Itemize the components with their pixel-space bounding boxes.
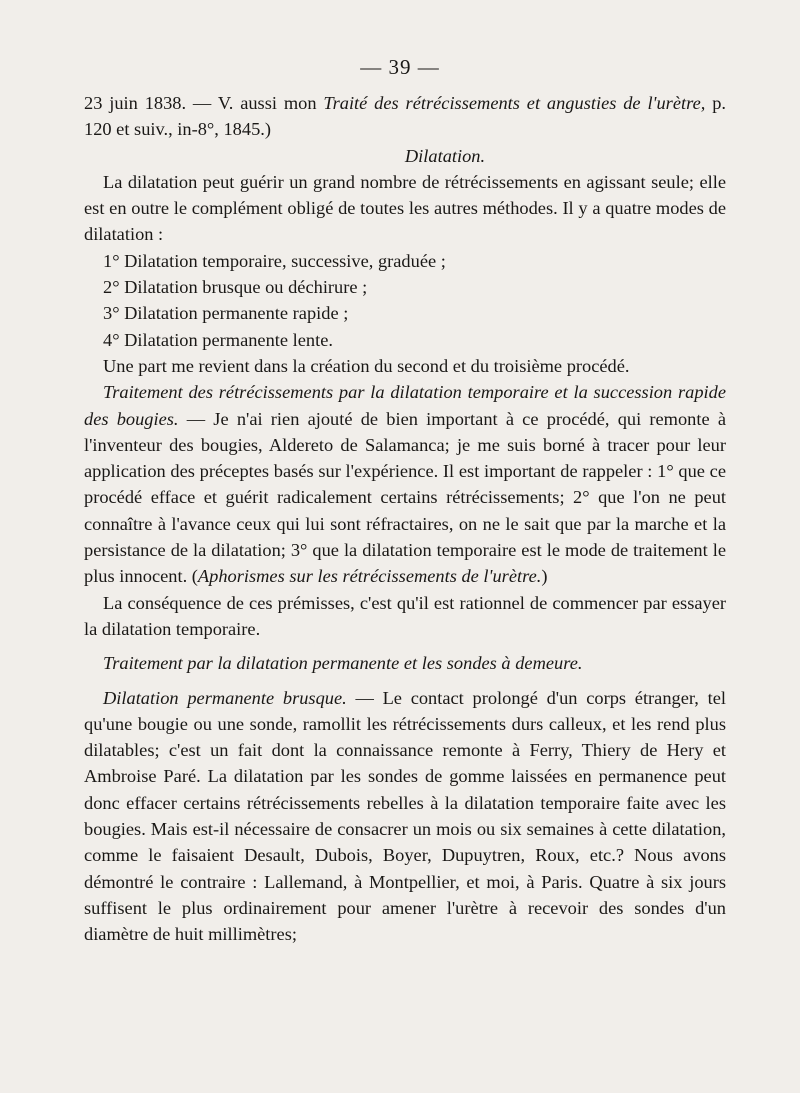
spacer bbox=[84, 642, 726, 650]
mode-item-3: 3° Dilatation permanente rapide ; bbox=[103, 303, 349, 324]
temporary-dilatation-close: ) bbox=[541, 566, 548, 587]
aphorismes-reference: Aphorismes sur les rétrécissements de l'urètre. bbox=[197, 566, 542, 587]
spacer bbox=[84, 677, 726, 685]
temporary-dilatation-text: — Je n'ai rien ajouté de bien important à ce procédé, qui remonte à l'inventeur des bougies, Aldereto de Salamanca; je me suis borné à tracer pour leur application des préceptes basés sur l'expérience. Il est important de rappeler : 1° que ce procédé efface et guérit radicalement certains rétrécissements; 2° que l'on ne peut connaître à l'avance ceux qui lui sont réfractaires, on ne le sait que par la marche et la persistance de la dilatation; 3° que la dilatation temporaire est le mode de traitement le plus innocent. ( bbox=[84, 408, 727, 587]
intro-title: Traité des rétrécissements et angusties de l'urètre, bbox=[323, 93, 706, 113]
intro-rest: p. 120 et suiv., in-8°, 1845.) bbox=[84, 93, 727, 140]
body-text bbox=[84, 90, 726, 948]
paragraph-consequence: La conséquence de ces prémisses, c'est qu'il est rationnel de commencer par essayer la dilatation temporaire. bbox=[84, 592, 726, 639]
paragraph-temporary-dilatation bbox=[84, 379, 726, 589]
mode-item-1: 1° Dilatation temporaire, successive, graduée ; bbox=[103, 250, 446, 271]
mode-item-4: 4° Dilatation permanente lente. bbox=[103, 329, 333, 350]
intro-paragraph bbox=[84, 90, 726, 143]
paragraph-dilatation-intro: La dilatation peut guérir un grand nombre de rétrécissements en agissant seule; elle est en outre le complément obligé de toutes les autres méthodes. Il y a quatre modes de dilatation : bbox=[84, 171, 726, 245]
section-heading-permanent: Traitement par la dilatation permanente et les sondes à demeure. bbox=[103, 653, 583, 674]
temporary-dilatation-title: Traitement des rétrécissements par la dilatation temporaire et la succession rapide des bougies. bbox=[84, 382, 726, 429]
page-number: — 39 — bbox=[360, 55, 440, 79]
intro-date: 23 juin 1838. — V. aussi mon bbox=[84, 93, 324, 113]
permanent-brusque-text: — Le contact prolongé d'un corps étranger, tel qu'une bougie ou une sonde, ramollit les rétrécissements durs calleux, et les rend plus dilatables; c'est un fait dont la connaissance remonte à Ferry, Thiery de Hery et Ambroise Paré. La dilatation par les sondes de gomme laissées en permanence peut donc effacer certains rétrécissements rebelles à la dilatation temporaire faite avec les bougies. Mais est-il nécessaire de consacrer un mois ou six semaines à cette dilatation, comme le faisaient Desault, Dubois, Boyer, Dupuytren, Roux, etc.? Nous avons démontré le contraire : Lallemand, à Montpellier, et moi, à Paris. Quatre à six jours suffisent le plus ordinairement pour amener l'urètre à recevoir des sondes d'un diamètre de huit millimètres; bbox=[84, 687, 726, 945]
paragraph-contribution: Une part me revient dans la création du second et du troisième procédé. bbox=[103, 355, 630, 376]
paragraph-permanent-brusque bbox=[84, 685, 726, 948]
section-heading-dilatation: Dilatation. bbox=[404, 145, 486, 166]
mode-item-2: 2° Dilatation brusque ou déchirure ; bbox=[103, 277, 368, 298]
permanent-brusque-title: Dilatation permanente brusque. bbox=[103, 687, 347, 708]
